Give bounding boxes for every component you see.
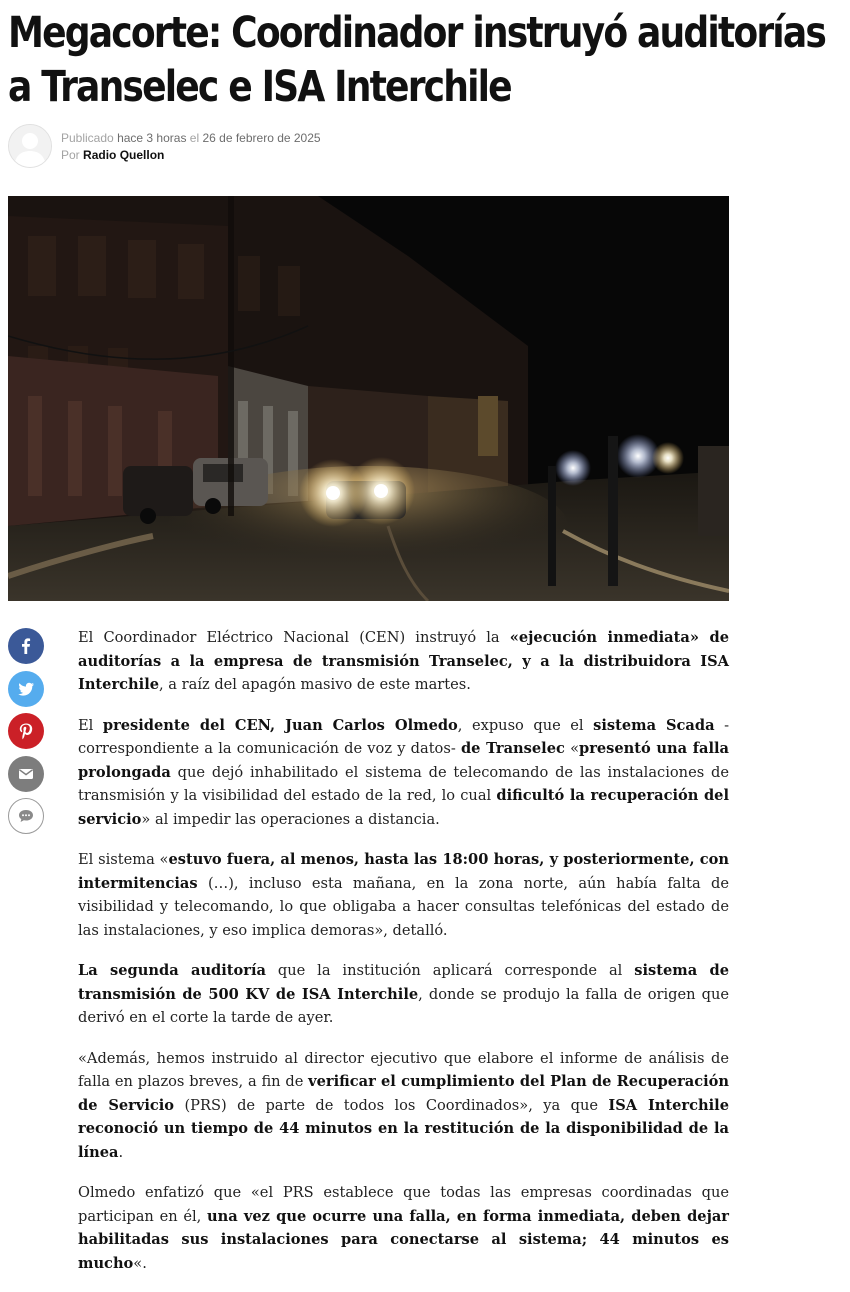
pinterest-icon xyxy=(16,721,36,741)
author-avatar[interactable] xyxy=(8,124,52,168)
text-run: » al impedir las operaciones a distancia. xyxy=(141,810,440,828)
article-paragraph xyxy=(78,848,729,942)
published-relative: hace 3 horas xyxy=(117,131,187,145)
text-run: El xyxy=(78,716,103,734)
bold-run: verificar el cumplimiento del Plan de Recuperación de Servicio xyxy=(78,1073,729,1114)
comment-icon xyxy=(16,806,36,826)
bold-run: dificultó la recuperación del servicio xyxy=(78,787,729,828)
published-date: 26 de febrero de 2025 xyxy=(202,131,321,145)
author-link[interactable]: Radio Quellon xyxy=(83,148,165,162)
meta-text xyxy=(61,130,461,164)
bold-run: estuvo fuera, al menos, hasta las 18:00 horas, y posteriormente, con intermitencias xyxy=(78,851,729,892)
email-icon xyxy=(16,764,36,784)
bold-run: La segunda auditoría xyxy=(78,962,266,979)
text-run: que la institución aplicará corresponde al xyxy=(265,962,635,979)
bold-run: ISA Interchile reconoció un tiempo de 44 minutos en la restitución de la disponibilidad de la línea xyxy=(78,1096,729,1161)
text-run: Olmedo enfatizó que «el PRS establece que todas las empresas coordinadas que participan en él, xyxy=(78,1184,729,1225)
article-paragraph xyxy=(78,626,729,697)
publish-line xyxy=(61,130,461,147)
article-title: Megacorte: Coordinador instruyó auditorías a Transelec e ISA Interchile xyxy=(8,8,826,112)
published-connector: el xyxy=(189,131,200,145)
text-run: (PRS) de parte de todos los Coordinados», ya que xyxy=(174,1096,609,1114)
published-prefix: Publicado xyxy=(61,131,114,145)
bold-run: presentó una falla prolongada xyxy=(78,740,729,781)
night-street-photo xyxy=(8,196,729,601)
hero-image xyxy=(8,196,729,601)
article-body xyxy=(78,626,729,1292)
article-paragraph xyxy=(78,714,729,832)
bold-run: «ejecución inmediata» de auditorías a la empresa de transmisión Transelec, y a la distribuidora ISA Interchile xyxy=(78,629,729,693)
text-run: «Además, hemos instruido al director ejecutivo que elabore el informe de análisis de falla en plazos breves, a fin de xyxy=(78,1049,729,1090)
text-run: -correspondiente a la comunicación de voz y datos- xyxy=(78,716,730,757)
bold-run: presidente del CEN, Juan Carlos Olmedo xyxy=(102,716,458,734)
share-twitter-button[interactable] xyxy=(8,671,44,707)
text-run: que dejó inhabilitado el sistema de telecomando de las instalaciones de transmisión y la visibilidad del estado de la red, lo cual xyxy=(78,763,729,804)
comments-button[interactable] xyxy=(8,798,44,834)
bold-run: una vez que ocurre una falla, en forma inmediata, deben dejar habilitadas sus instalaciones para conectarse al sistema; 44 minutos es mucho xyxy=(78,1207,729,1272)
share-pinterest-button[interactable] xyxy=(8,713,44,749)
text-run: El Coordinador Eléctrico Nacional (CEN) instruyó la xyxy=(78,629,510,646)
avatar-placeholder-icon xyxy=(9,125,51,167)
article-paragraph xyxy=(78,1047,729,1165)
share-email-button[interactable] xyxy=(8,756,44,792)
author-line xyxy=(61,147,461,164)
text-run: , donde se produjo la falla de origen que derivó en el corte la tarde de ayer. xyxy=(78,985,729,1026)
text-run: «. xyxy=(133,1254,147,1272)
text-run: , a raíz del apagón masivo de este martes. xyxy=(159,676,471,693)
text-run: (…), incluso esta mañana, en la zona norte, aún había falta de visibilidad y telecomando, lo que obligaba a hacer consultas telefónicas del estado de las instalaciones, y eso implica demoras», detalló. xyxy=(78,874,729,939)
bold-run: sistema de transmisión de 500 KV de ISA Interchile xyxy=(78,962,729,1003)
bold-run: de Transelec xyxy=(460,740,565,757)
bold-run: sistema Scada xyxy=(593,716,715,734)
author-prefix: Por xyxy=(61,148,80,162)
share-facebook-button[interactable] xyxy=(8,628,44,664)
article-paragraph xyxy=(78,959,729,1030)
facebook-icon xyxy=(16,636,36,656)
text-run: , expuso que el xyxy=(457,716,594,734)
text-run: . xyxy=(118,1143,124,1161)
text-run: « xyxy=(564,740,579,757)
twitter-icon xyxy=(16,679,36,699)
text-run: El sistema « xyxy=(78,851,169,868)
